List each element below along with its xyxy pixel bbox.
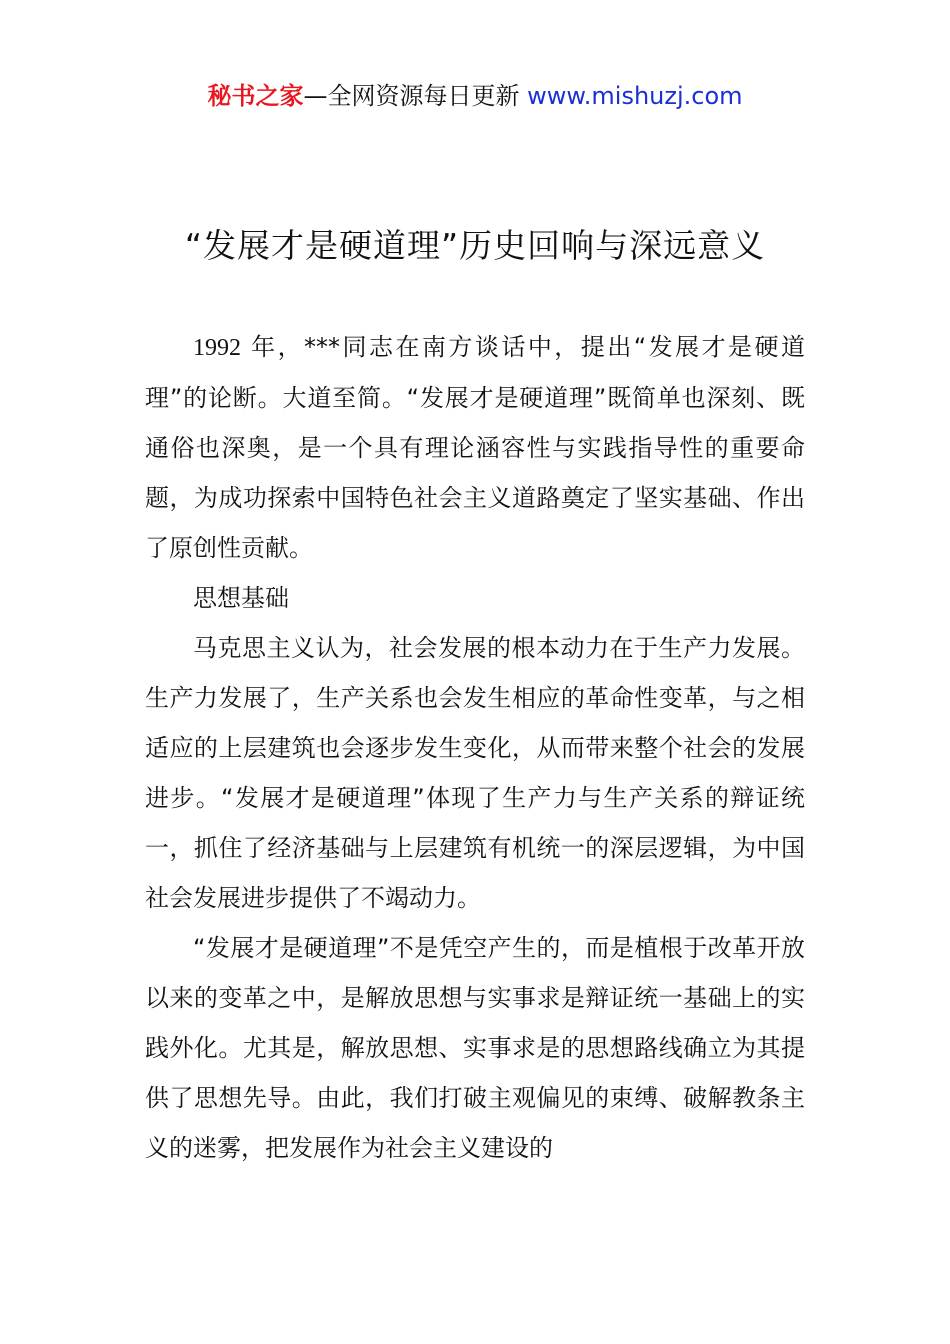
site-brand: 秘书之家 bbox=[207, 82, 304, 110]
section-heading: 思想基础 bbox=[193, 584, 289, 612]
site-url-link[interactable]: www.mishuzj.com bbox=[527, 82, 743, 110]
site-header bbox=[0, 80, 950, 112]
document-body bbox=[145, 322, 805, 1173]
paragraph-3: “发展才是硬道理”不是凭空产生的，而是植根于改革开放以来的变革之中，是解放思想与实事求是辩证统一基础上的实践外化。尤其是，解放思想、实事求是的思想路线确立为其提供了思想先导。由此，我们打破主观偏见的束缚、破解教条主义的迷雾，把发展作为社会主义建设的 bbox=[145, 934, 805, 1162]
document-title: “发展才是硬道理”历史回响与深远意义 bbox=[184, 226, 766, 265]
paragraph-2: 马克思主义认为，社会发展的根本动力在于生产力发展。生产力发展了，生产关系也会发生相应的革命性变革，与之相适应的上层建筑也会逐步发生变化，从而带来整个社会的发展进步。“发展才是硬道理”体现了生产力与生产关系的辩证统一，抓住了经济基础与上层建筑有机统一的深层逻辑，为中国社会发展进步提供了不竭动力。 bbox=[145, 634, 805, 912]
intro-paragraph bbox=[145, 322, 805, 573]
intro-year: 1992 bbox=[193, 335, 241, 361]
site-tagline: —全网资源每日更新 bbox=[303, 82, 528, 110]
intro-text: 年，***同志在南方谈话中，提出“发展才是硬道理”的论断。大道至简。“发展才是硬道理”既简单也深刻、既通俗也深奥，是一个具有理论涵容性与实践指导性的重要命题，为成功探索中国特色社会主义道路奠定了坚实基础、作出了原创性贡献。 bbox=[145, 333, 805, 562]
